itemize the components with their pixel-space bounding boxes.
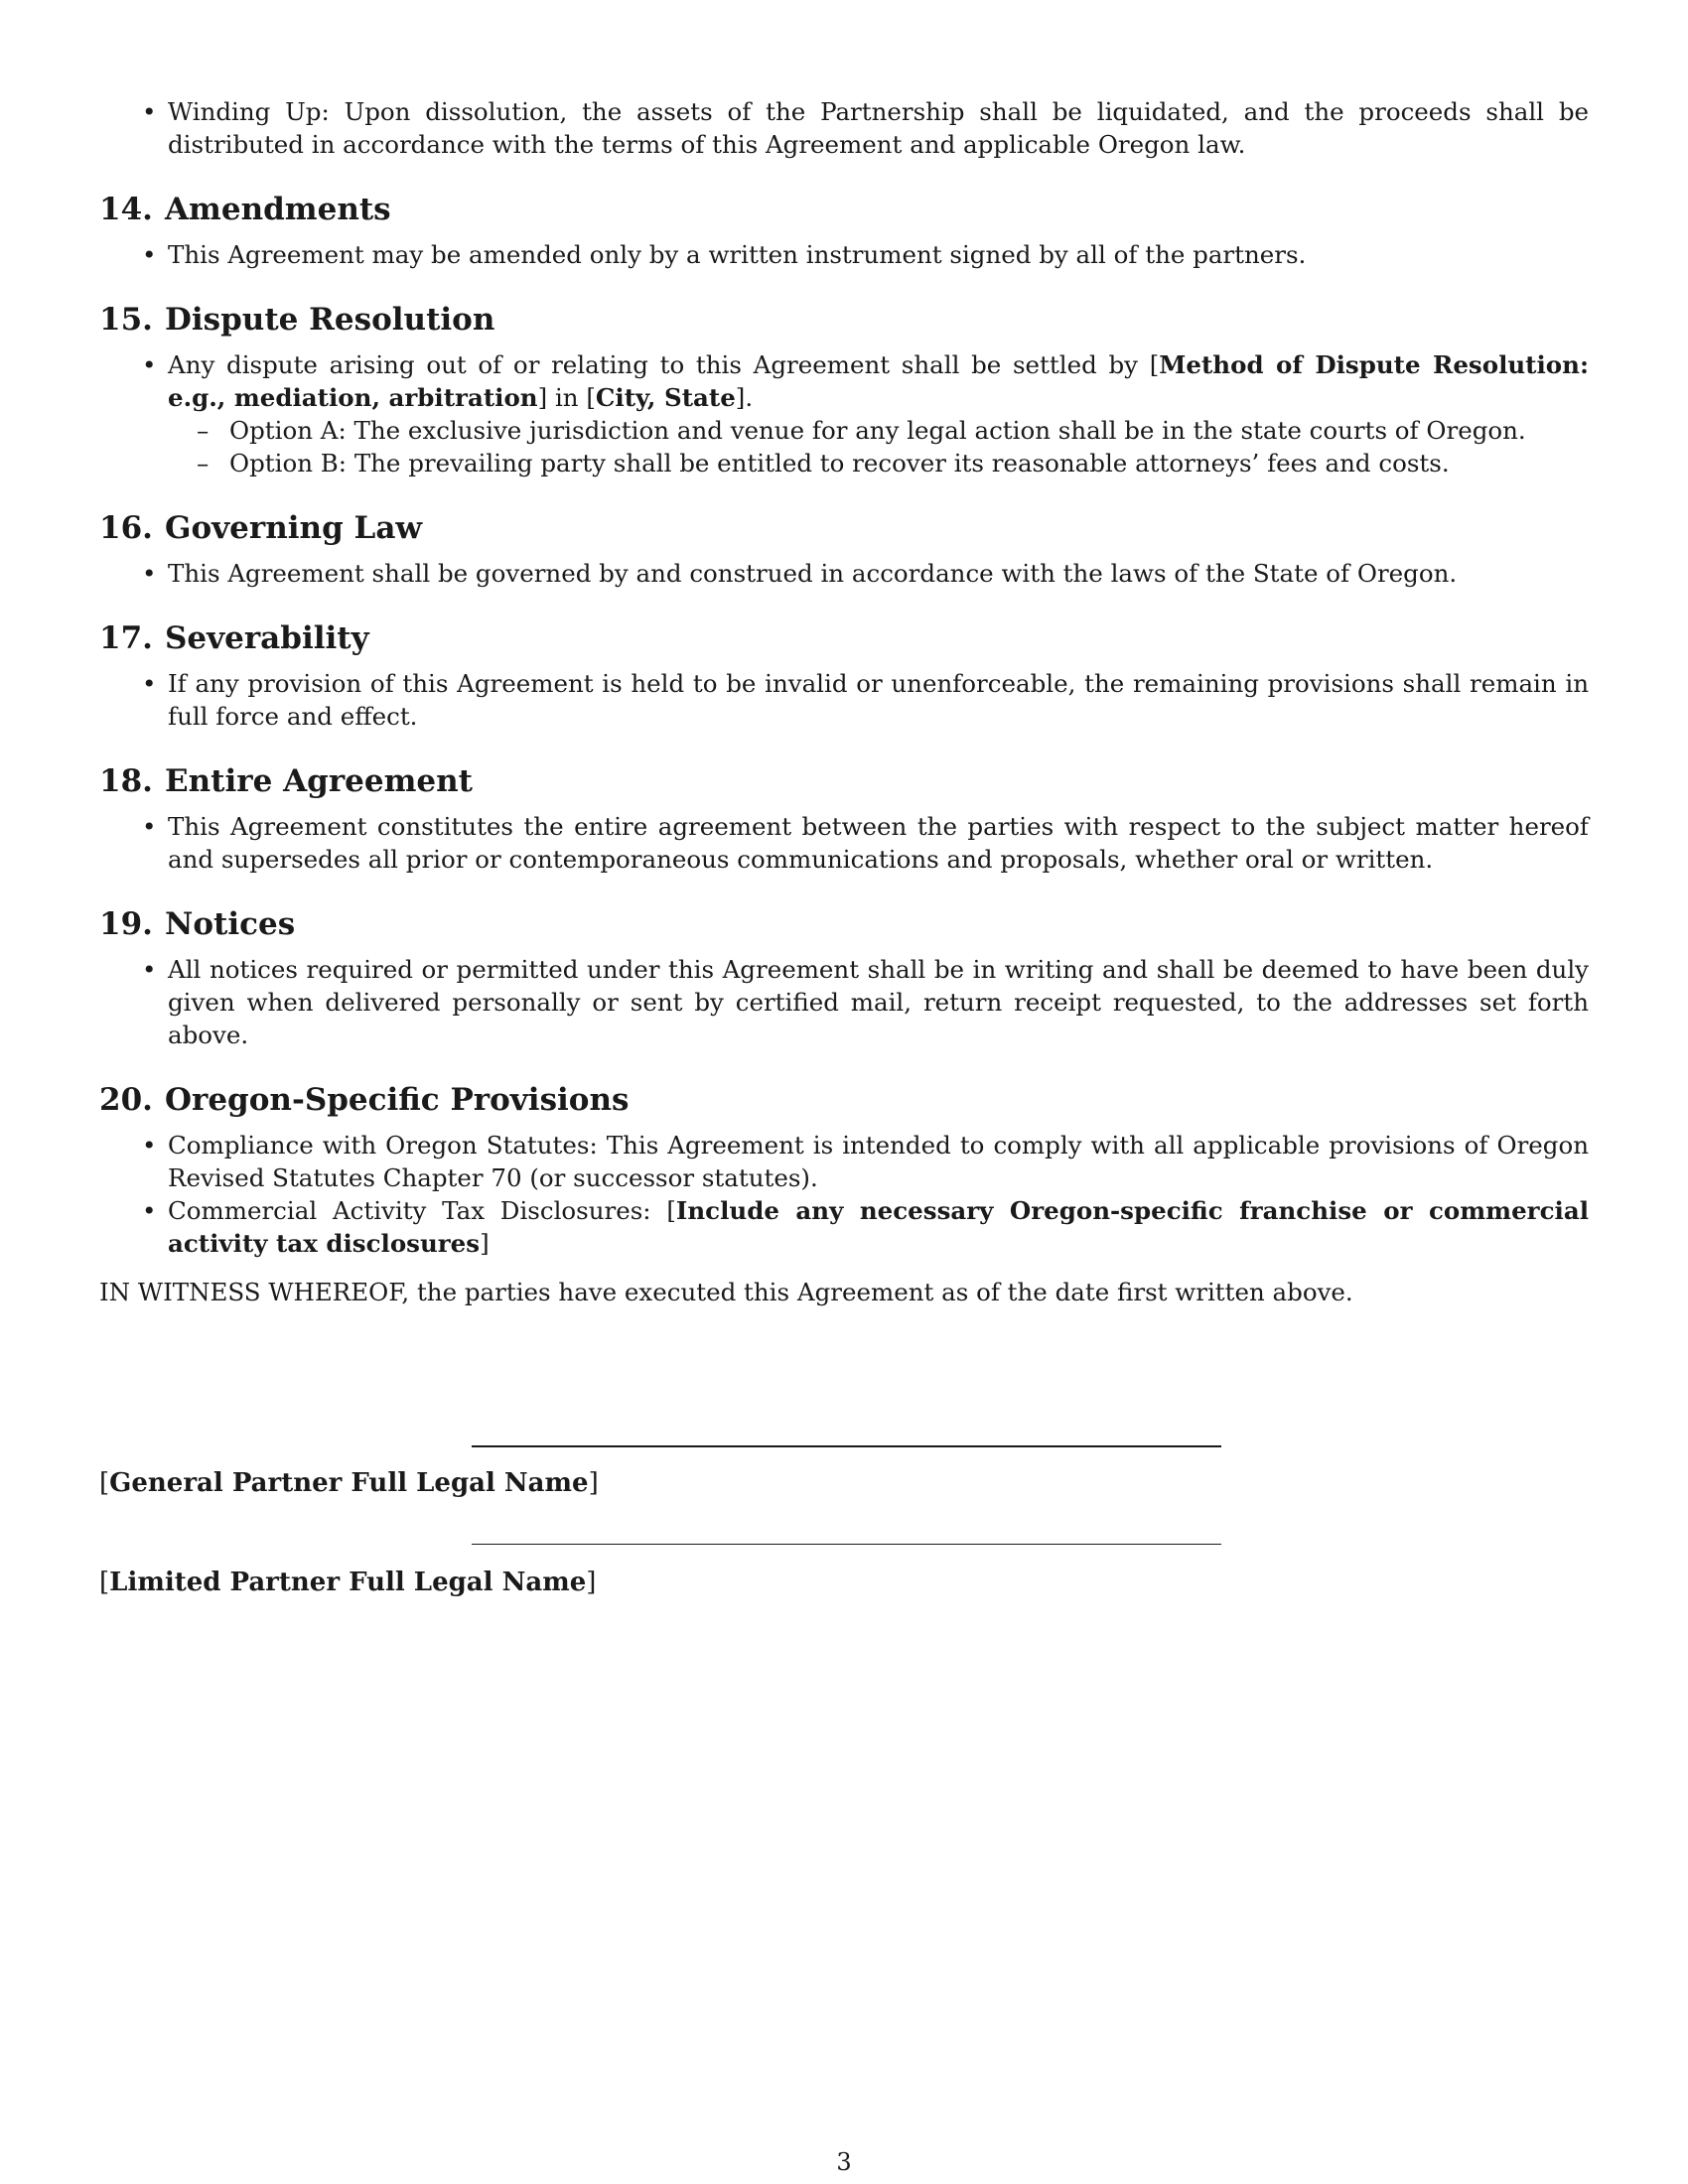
option-b-item: – Option B: The prevailing party shall be entitled to recover its reasonable attorneys’ fees and costs.: [99, 447, 1589, 479]
general-partner-placeholder: General Partner Full Legal Name: [109, 1468, 589, 1498]
section-19-heading: [99, 904, 1589, 944]
bracket-close: ]: [586, 1568, 597, 1597]
placeholder-tax-disclosures: Include any necessary Oregon-specific franchise or commercial activity tax disclosures: [168, 1196, 1589, 1258]
limited-partner-signature-line: [472, 1544, 1221, 1545]
section-17-list: [99, 667, 1589, 733]
section-18-list: [99, 810, 1589, 876]
winding-up-lead: Winding Up:: [168, 97, 345, 126]
section-15-list: [99, 348, 1589, 479]
bracket-open: [: [99, 1468, 110, 1498]
section-title: Amendments: [165, 192, 391, 227]
section-16-list: [99, 557, 1589, 590]
section-18-heading: [99, 761, 1589, 801]
section-number: 19.: [99, 906, 153, 942]
placeholder-city-state: City, State: [595, 383, 736, 412]
list-item: • This Agreement may be amended only by a written instrument signed by all of the partners.: [99, 238, 1589, 271]
list-item: • All notices required or permitted under this Agreement shall be in writing and shall be deemed to have been duly given when delivered personally or sent by certified mail, return receipt requested, to the addresses set forth above.: [99, 953, 1589, 1051]
section-17-heading: [99, 618, 1589, 658]
list-item: • If any provision of this Agreement is held to be invalid or unenforceable, the remaining provisions shall remain in full force and effect.: [99, 667, 1589, 733]
options-list: [168, 414, 1589, 479]
section-20-list: [99, 1129, 1589, 1260]
section-14-list: [99, 238, 1589, 271]
general-partner-signature-line: [472, 1445, 1221, 1447]
text-fragment: Commercial Activity Tax Disclosures: [: [168, 1196, 676, 1225]
section-title: Severability: [165, 620, 369, 656]
text-fragment: Any dispute arising out of or relating to this Agreement shall be settled by [: [168, 350, 1160, 379]
section-title: Dispute Resolution: [165, 302, 495, 338]
section-number: 14.: [99, 192, 153, 227]
text-fragment: ] in [: [537, 383, 596, 412]
section-title: Governing Law: [165, 510, 423, 546]
witness-statement: IN WITNESS WHEREOF, the parties have executed this Agreement as of the date first written above.: [99, 1278, 1353, 1306]
page-number: 3: [836, 2148, 852, 2176]
section-16-heading: [99, 508, 1589, 548]
text-fragment: ].: [735, 383, 754, 412]
bracket-open: [: [99, 1568, 110, 1597]
list-item: • This Agreement constitutes the entire agreement between the parties with respect to the subject matter hereof and supersedes all prior or contemporaneous communications and proposals, whether oral or written.: [99, 810, 1589, 876]
section-number: 18.: [99, 763, 153, 799]
document-page: [99, 95, 1589, 1308]
section-14-heading: [99, 190, 1589, 229]
list-item: [99, 348, 1589, 479]
placeholder-dispute-method: Method of Dispute Resolution: e.g., mediation, arbitration: [168, 350, 1590, 412]
section-title: Notices: [165, 906, 296, 942]
section-title: Entire Agreement: [165, 763, 473, 799]
section-number: 17.: [99, 620, 153, 656]
option-a-item: – Option A: The exclusive jurisdiction and venue for any legal action shall be in the state courts of Oregon.: [99, 414, 1589, 447]
list-item: • Compliance with Oregon Statutes: This Agreement is intended to comply with all applicable provisions of Oregon Revised Statutes Chapter 70 (or successor statutes).: [99, 1129, 1589, 1194]
section-title: Oregon-Specific Provisions: [165, 1082, 630, 1118]
limited-partner-name: [99, 1567, 596, 1599]
list-item: [99, 1194, 1589, 1260]
winding-up-item: [99, 95, 1589, 161]
section-19-list: [99, 953, 1589, 1051]
section-20-heading: [99, 1080, 1589, 1120]
section-number: 20.: [99, 1082, 153, 1118]
general-partner-name: [99, 1467, 599, 1500]
winding-up-list: [99, 95, 1589, 161]
list-item: • This Agreement shall be governed by and construed in accordance with the laws of the State of Oregon.: [99, 557, 1589, 590]
winding-up-text: Upon dissolution, the assets of the Partnership shall be liquidated, and the proceeds shall be distributed in accordance with the terms of this Agreement and applicable Oregon law.: [168, 97, 1589, 159]
section-15-heading: [99, 300, 1589, 340]
section-number: 16.: [99, 510, 153, 546]
section-number: 15.: [99, 302, 153, 338]
limited-partner-placeholder: Limited Partner Full Legal Name: [109, 1568, 587, 1597]
text-fragment: ]: [480, 1229, 490, 1258]
bracket-close: ]: [588, 1468, 599, 1498]
